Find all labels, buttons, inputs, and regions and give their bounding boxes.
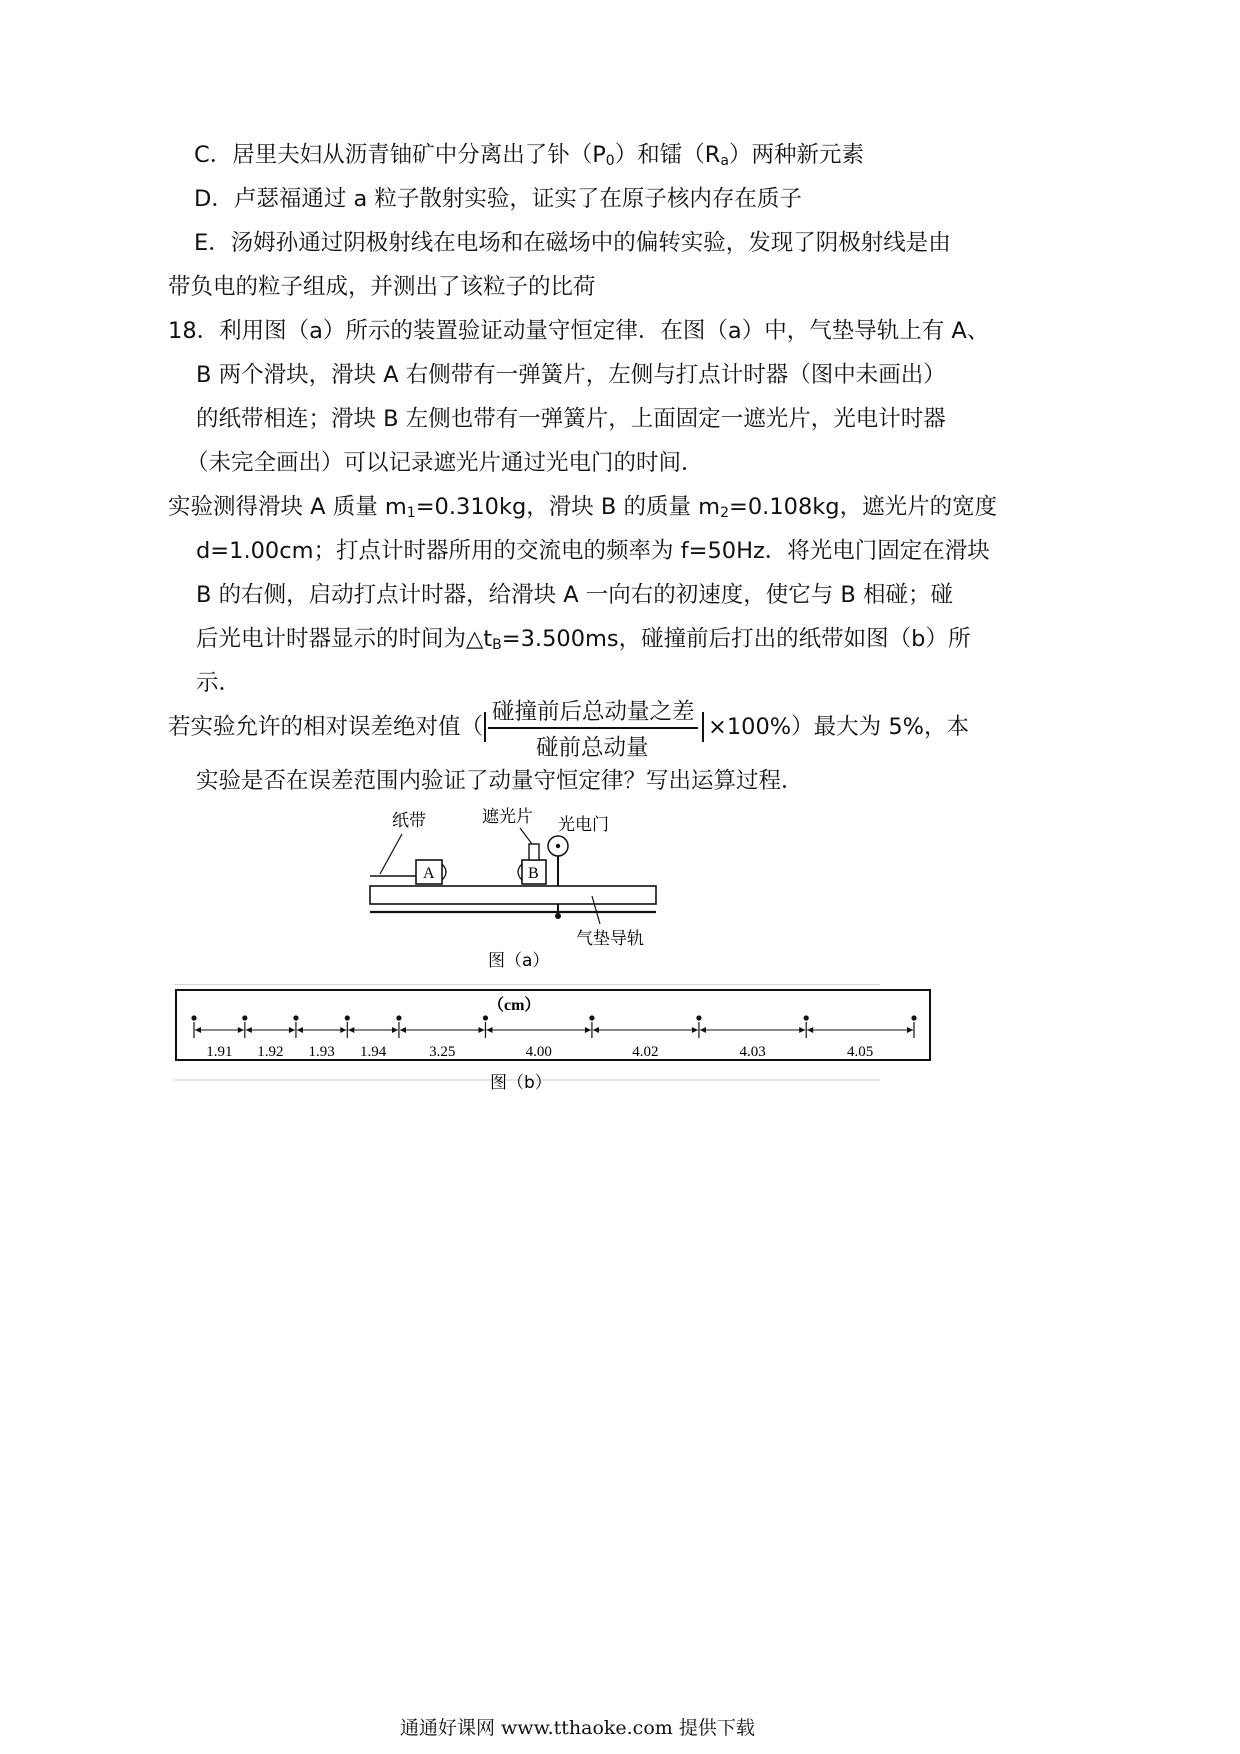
tape-frame	[176, 990, 930, 1060]
q18-line1: 18．利用图（a）所示的装置验证动量守恒定律．在图（a）中，气垫导轨上有 A、	[168, 318, 990, 344]
q18-line11: 实验是否在误差范围内验证了动量守恒定律？写出运算过程．	[196, 768, 804, 794]
tape-dot	[589, 1015, 594, 1020]
tape-segment-label: 1.91	[206, 1044, 233, 1060]
tape-dot	[191, 1015, 196, 1020]
q18-line9: 示．	[196, 670, 242, 696]
tape-segment-label: 1.94	[360, 1044, 387, 1060]
tape-dot	[293, 1015, 298, 1020]
label-tape: 纸带	[392, 811, 426, 831]
q18-line5: 实验测得滑块 A 质量 $m_1=0.310kg$，滑块 B 的质量 $m_2=0.108kg$，遮光片的宽度	[168, 494, 998, 521]
fraction-denominator: 碰前总动量	[536, 735, 649, 761]
q18-line2: B 两个滑块，滑块 A 右侧带有一弹簧片，左侧与打点计时器（图中未画出）	[196, 362, 946, 388]
option-e-line1: E．汤姆孙通过阴极射线在电场和在磁场中的偏转实验，发现了阴极射线是由	[194, 230, 951, 256]
q18-line3: 的纸带相连；滑块 B 左侧也带有一弹簧片，上面固定一遮光片，光电计时器	[196, 406, 946, 432]
tape-segment-label: 3.25	[429, 1044, 456, 1060]
relative-error-fraction	[488, 694, 700, 760]
tape-segment-label: 1.92	[257, 1044, 284, 1060]
figure-b-caption: 图（b）	[490, 1073, 552, 1093]
tape-dot	[396, 1015, 401, 1020]
light-shade	[529, 844, 539, 860]
figure-a-caption: 图（a）	[488, 951, 550, 971]
label-shade: 遮光片	[482, 807, 533, 827]
tape-dot	[804, 1015, 809, 1020]
option-e-line2: 带负电的粒子组成，并测出了该粒子的比荷	[168, 274, 596, 300]
tape-segment-label: 4.05	[846, 1044, 874, 1060]
q18-line6: d=1.00cm；打点计时器所用的交流电的频率为 f=50Hz．将光电门固定在滑块	[196, 538, 990, 564]
q18-line4: （未完全画出）可以记录遮光片通过光电门的时间．	[186, 450, 704, 476]
tape-segment-label: 4.00	[525, 1044, 552, 1060]
abs-bar-right	[702, 712, 704, 742]
q18-line7: B 的右侧，启动打点计时器，给滑块 A 一向右的初速度，使它与 B 相碰；碰	[196, 582, 954, 608]
slider-b-label: B	[528, 865, 539, 882]
slider-a-label: A	[423, 865, 435, 882]
tape-segment-label: 4.03	[739, 1044, 766, 1060]
tape-unit-label: （cm）	[488, 997, 541, 1014]
figure-a-apparatus	[360, 800, 680, 980]
tape-dot	[696, 1015, 701, 1020]
page-footer: 通通好课网 www.tthaoke.com 提供下载	[400, 1717, 755, 1739]
air-track	[370, 886, 656, 904]
label-gate: 光电门	[558, 815, 609, 835]
tape-dot	[911, 1015, 916, 1020]
fraction-numerator: 碰撞前后总动量之差	[492, 699, 695, 725]
option-c: C．居里夫妇从沥青铀矿中分离出了钋$(P_0)$和镭$(R_a)$两种新元素	[194, 142, 864, 169]
q18-line8: 后光电计时器显示的时间为$\triangle t_B=3.500ms$，碰撞前后打出的纸带如图（b）所	[196, 626, 971, 653]
tape-dot	[483, 1015, 488, 1020]
fraction-bar	[488, 727, 698, 729]
tape-segment-label: 1.93	[308, 1044, 335, 1060]
option-d: D．卢瑟福通过 a 粒子散射实验，证实了在原子核内存在质子	[194, 186, 802, 212]
q18-line10-prefix: 若实验允许的相对误差绝对值（	[168, 714, 484, 740]
figure-b-tape	[170, 984, 938, 1094]
tape-dot	[345, 1015, 350, 1020]
label-track: 气垫导轨	[576, 929, 644, 949]
abs-bar-left	[484, 712, 486, 742]
tape-segment-label: 4.02	[632, 1044, 659, 1060]
tape-dot	[242, 1015, 247, 1020]
q18-line10-suffix: ×100%）最大为 5%，本	[708, 714, 970, 740]
